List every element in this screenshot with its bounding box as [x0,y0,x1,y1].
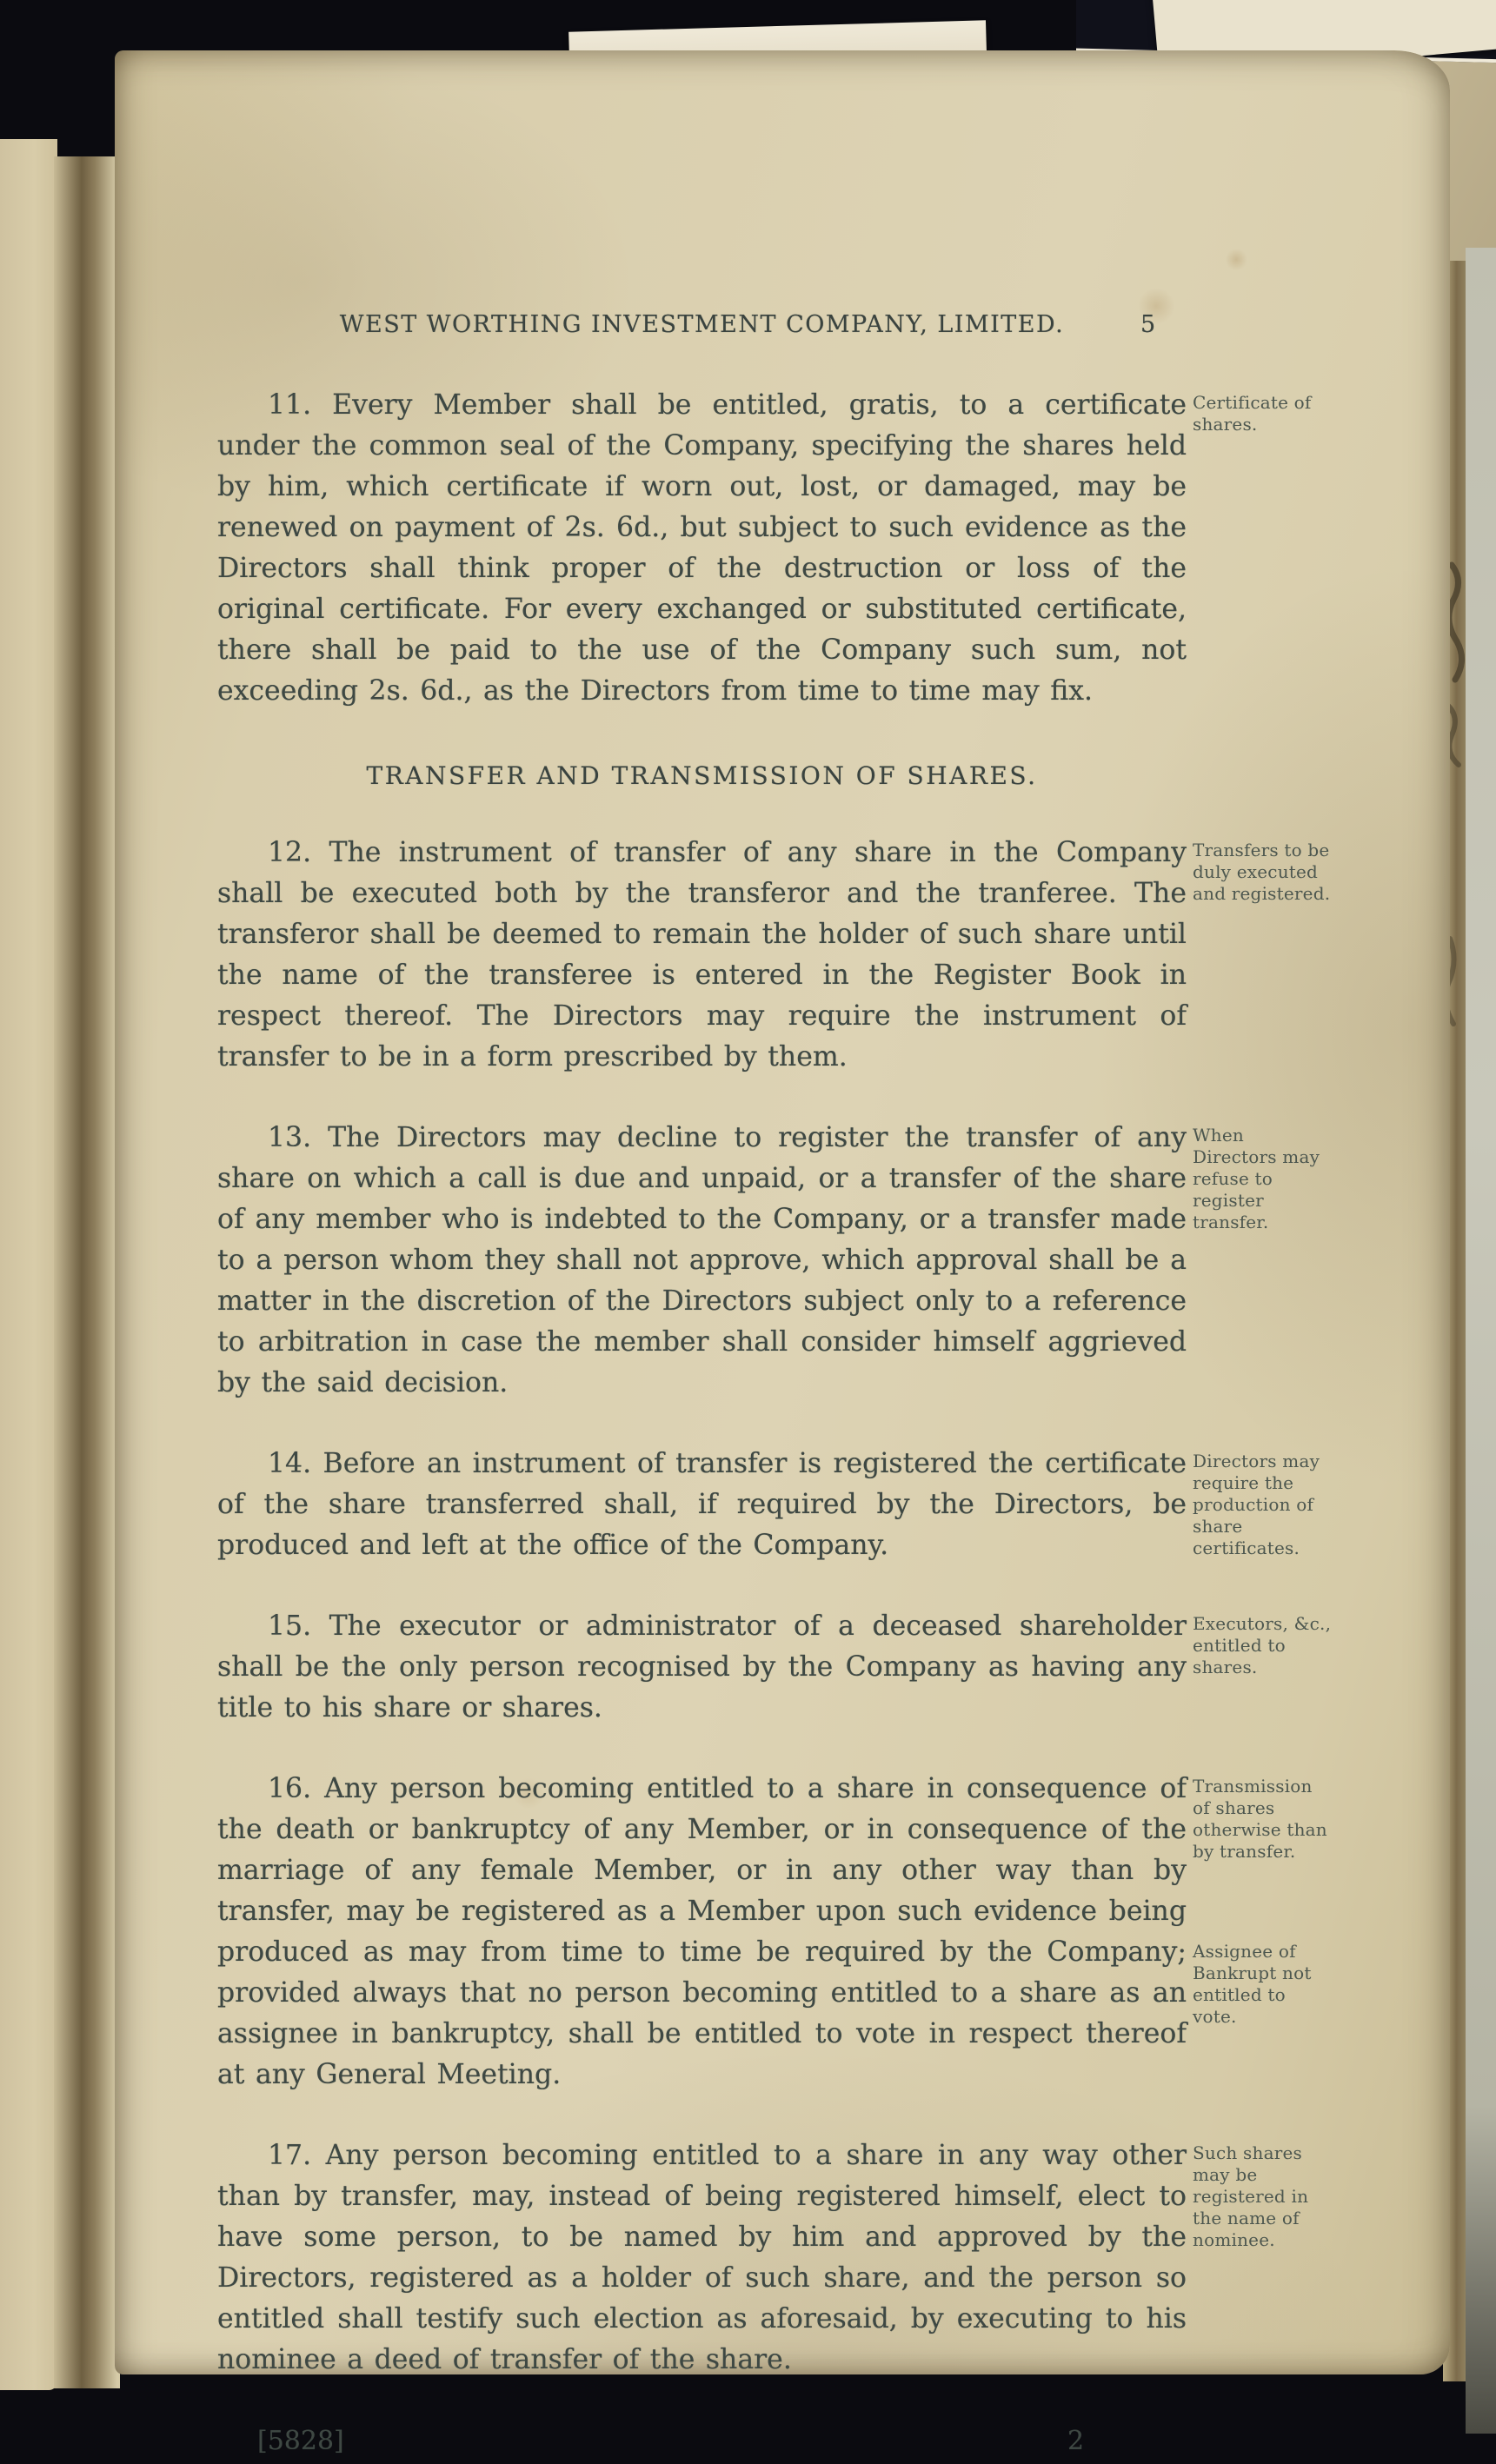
document-page [115,50,1450,2456]
printer-mark: [5828] [257,2426,344,2456]
paragraph-text: 13. The Directors may decline to register the transfer of any share on which a call is due and unpaid, or a transfer of the share of any member who is indebted to the Company, or a transfer made to a person whom they shall not approve, which approval shall be a matter in the discretion of the Directors subject only to a reference to arbitration in case the member shall consider himself aggrieved by the said decision. [217,1122,1187,1398]
paragraph-text: 12. The instrument of transfer of any share in the Company shall be executed both by the transferor and the tranferee. The transferor shall be deemed to remain the holder of such share until the name of the transferee is entered in the Register Book in respect thereof. The Directors may require the instrument of transfer to be in a form prescribed by them. [217,837,1187,1073]
article-paragraph-17 [217,2135,1309,2381]
book-gutter-shadow [54,156,120,2388]
facing-page-edge [0,139,57,2390]
article-paragraph-11 [217,385,1312,712]
margin-note: Transfers to be duly executed and registered. [1193,840,1331,904]
margin-note: When Directors may refuse to register transfer. [1193,1125,1320,1232]
margin-note: Directors may require the production of share certificates. [1193,1451,1320,1558]
paragraph-number: 14. [268,1448,312,1479]
article-paragraph-14 [217,1444,1320,1566]
paragraph-text: 14. Before an instrument of transfer is registered the certificate of the share transferred shall, if required by the Directors, be produced and left at the office of the Company. [217,1448,1187,1561]
margin-note: Such shares may be registered in the name of nominee. [1193,2142,1309,2250]
article-paragraph-16 [217,1769,1327,2095]
margin-note: Transmission of shares otherwise than by transfer. [1193,1776,1327,1862]
paragraph-text: 11. Every Member shall be entitled, gratis, to a certificate under the common seal of the Company, specifying the shares held by him, which certificate if worn out, lost, or damaged, may be renewed on payment of 2s. 6d., but subject to such evidence as the Directors shall think proper of the destruction or loss of the original certificate. For every exchanged or substituted certificate, there shall be paid to the use of the Company such sum, not exceeding 2s. 6d., as the Directors from time to time may fix. [217,389,1187,707]
paragraph-number: 12. [268,837,312,868]
text-block [217,50,1332,2464]
paragraph-number: 13. [268,1122,312,1153]
section-heading: TRANSFER AND TRANSMISSION OF SHARES. [366,761,1038,790]
article-paragraph-15 [217,1606,1332,1729]
signature-number: 2 [1067,2426,1085,2456]
paragraph-number: 16. [268,1773,312,1804]
paragraph-text: 15. The executor or administrator of a deceased shareholder shall be the only person recognised by the Company as having any title to his share or shares. [217,1611,1187,1723]
article-paragraph-13 [217,1118,1320,1404]
paragraph-text: 17. Any person becoming entitled to a share in any way other than by transfer, may, instead of being registered himself, elect to have some person, to be named by him and approved by the Directors, registered as a holder of such share, and the person so entitled shall testify such election as aforesaid, by executing to his nominee a deed of transfer of the share. [217,2140,1187,2375]
margin-note: Assignee of Bankrupt not entitled to vote. [1193,1941,1312,2027]
margin-note: Executors, &c., entitled to shares. [1193,1613,1332,1677]
page-footer [217,2421,1187,2464]
paragraph-number: 17. [268,2140,312,2171]
running-title: WEST WORTHING INVESTMENT COMPANY, LIMITED. [339,311,1065,338]
page-number: 5 [1140,311,1156,338]
page-stack-edge [1466,248,1496,2434]
paragraph-number: 11. [268,389,312,421]
article-paragraph-12 [217,833,1331,1078]
paragraph-text: 16. Any person becoming entitled to a share in consequence of the death or bankruptcy of any Member, or in consequence of the marriage of any female Member, or in any other way than by transfer, may be registered as a Member upon such evidence being produced as may from time to time be required by the Company; provided always that no person becoming entitled to a share as an assignee in bankruptcy, shall be entitled to vote in respect thereof at any General Meeting. [217,1773,1187,2090]
margin-note: Certificate of shares. [1193,392,1312,435]
paragraph-number: 15. [268,1611,312,1642]
running-head [217,304,1187,345]
